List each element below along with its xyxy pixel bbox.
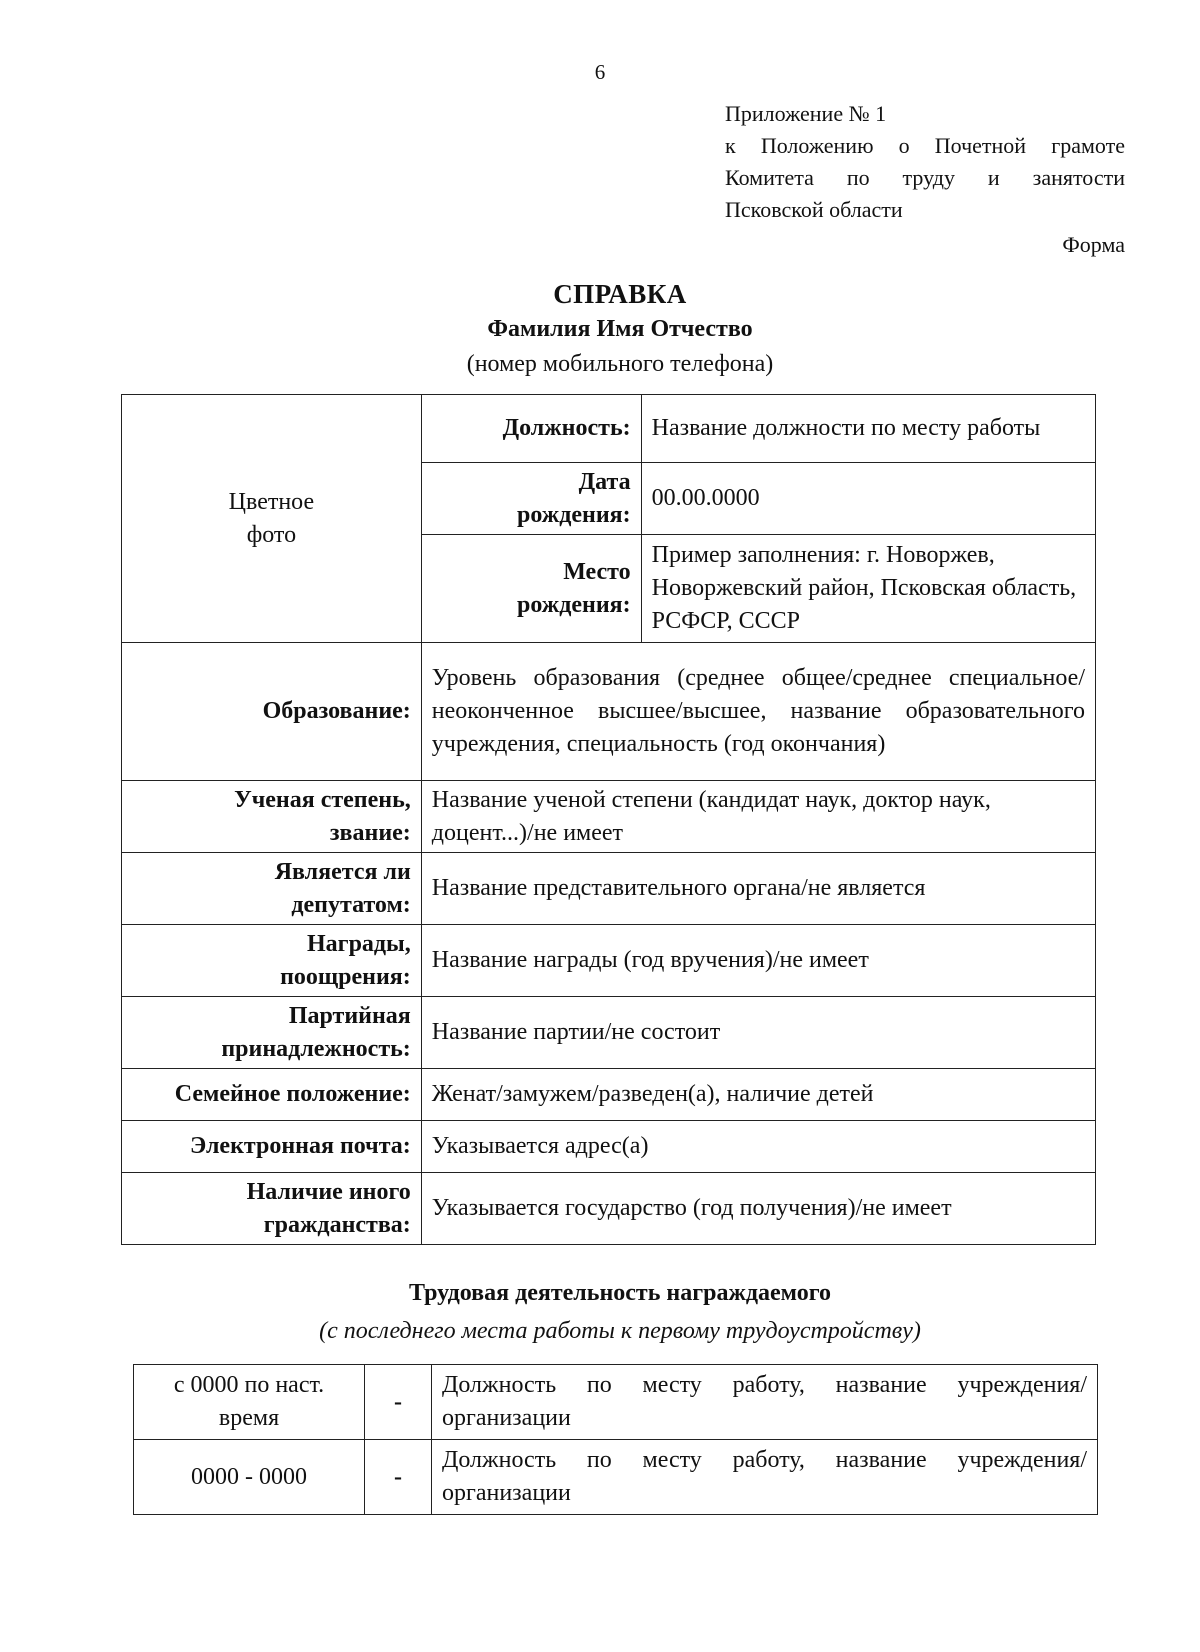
birth-place-label-1: Место [563, 558, 631, 585]
table-row [122, 395, 1096, 463]
document-header [0, 276, 1200, 382]
work-description: Должность по месту работу, название учреждения/организации [432, 1440, 1098, 1515]
work-dash: - [365, 1440, 432, 1515]
awards-label-1: Награды, [307, 930, 411, 957]
birth-place-label [421, 535, 641, 643]
appendix-line-2: к Положению о Почетной грамоте [725, 133, 1125, 158]
full-name-placeholder: Фамилия Имя Отчество [487, 316, 753, 342]
work-history-subtitle: (с последнего места работы к первому трудоустройству) [319, 1318, 921, 1344]
table-row [122, 1121, 1096, 1173]
photo-line-2: фото [246, 521, 297, 548]
info-table [121, 394, 1096, 1245]
table-row [134, 1365, 1098, 1440]
table-row [122, 1069, 1096, 1121]
position-label: Должность: [421, 395, 641, 463]
work-dash: - [365, 1365, 432, 1440]
table-row [122, 781, 1096, 853]
document-title: СПРАВКА [553, 279, 687, 309]
birth-date-value: 00.00.0000 [641, 463, 1095, 535]
awards-label-2: поощрения: [280, 963, 411, 990]
appendix-line-4: Псковской области [725, 197, 903, 222]
work-history-title: Трудовая деятельность награждаемого [408, 1280, 832, 1306]
awards-value: Название награды (год вручения)/не имеет [421, 925, 1095, 997]
birth-place-value: Пример заполнения: г. Новоржев, Новоржевский район, Псковская область, РСФСР, СССР [641, 535, 1095, 643]
citizenship-label-2: гражданства: [263, 1211, 411, 1238]
citizenship-label [122, 1173, 422, 1245]
deputy-value: Название представительного органа/не является [421, 853, 1095, 925]
appendix-line-3: Комитета по труду и занятости [725, 165, 1125, 190]
party-label [122, 997, 422, 1069]
deputy-label-1: Является ли [274, 858, 411, 885]
family-label: Семейное положение: [122, 1069, 422, 1121]
family-value: Женат/замужем/разведен(а), наличие детей [421, 1069, 1095, 1121]
birth-date-label-2: рождения: [517, 501, 631, 528]
degree-label-1: Ученая степень, [234, 786, 411, 813]
degree-value: Название ученой степени (кандидат наук, доктор наук, доцент...)/не имеет [421, 781, 1095, 853]
position-value: Название должности по месту работы [641, 395, 1095, 463]
education-label: Образование: [122, 643, 422, 781]
email-label: Электронная почта: [122, 1121, 422, 1173]
deputy-label-2: депутатом: [291, 891, 411, 918]
education-value: Уровень образования (среднее общее/среднее специальное/неоконченное высшее/высшее, название образовательного учреждения, специальность (год окончания) [421, 643, 1095, 781]
work-history-table [133, 1364, 1098, 1515]
degree-label-2: звание: [329, 819, 411, 846]
table-row [122, 1173, 1096, 1245]
birth-date-label [421, 463, 641, 535]
citizenship-label-1: Наличие иного [246, 1178, 411, 1205]
table-row [122, 997, 1096, 1069]
table-row [122, 643, 1096, 781]
birth-place-label-2: рождения: [517, 591, 631, 618]
party-value: Название партии/не состоит [421, 997, 1095, 1069]
deputy-label [122, 853, 422, 925]
table-row [134, 1440, 1098, 1515]
work-period: 0000 - 0000 [134, 1440, 365, 1515]
appendix-line-1: Приложение № 1 [725, 101, 887, 126]
form-label: Форма [1062, 232, 1125, 257]
phone-placeholder: (номер мобильного телефона) [466, 351, 774, 377]
table-row [122, 853, 1096, 925]
table-row [122, 925, 1096, 997]
photo-line-1: Цветное [228, 488, 315, 515]
work-period: с 0000 по наст. время [134, 1365, 365, 1440]
party-label-1: Партийная [288, 1002, 411, 1029]
email-value: Указывается адрес(а) [421, 1121, 1095, 1173]
birth-date-label-1: Дата [578, 468, 631, 495]
page-number: 6 [594, 60, 606, 84]
photo-placeholder [122, 395, 422, 643]
citizenship-value: Указывается государство (год получения)/не имеет [421, 1173, 1095, 1245]
appendix-block [725, 98, 1125, 226]
degree-label [122, 781, 422, 853]
work-description: Должность по месту работу, название учреждения/организации [432, 1365, 1098, 1440]
awards-label [122, 925, 422, 997]
party-label-2: принадлежность: [221, 1035, 411, 1062]
